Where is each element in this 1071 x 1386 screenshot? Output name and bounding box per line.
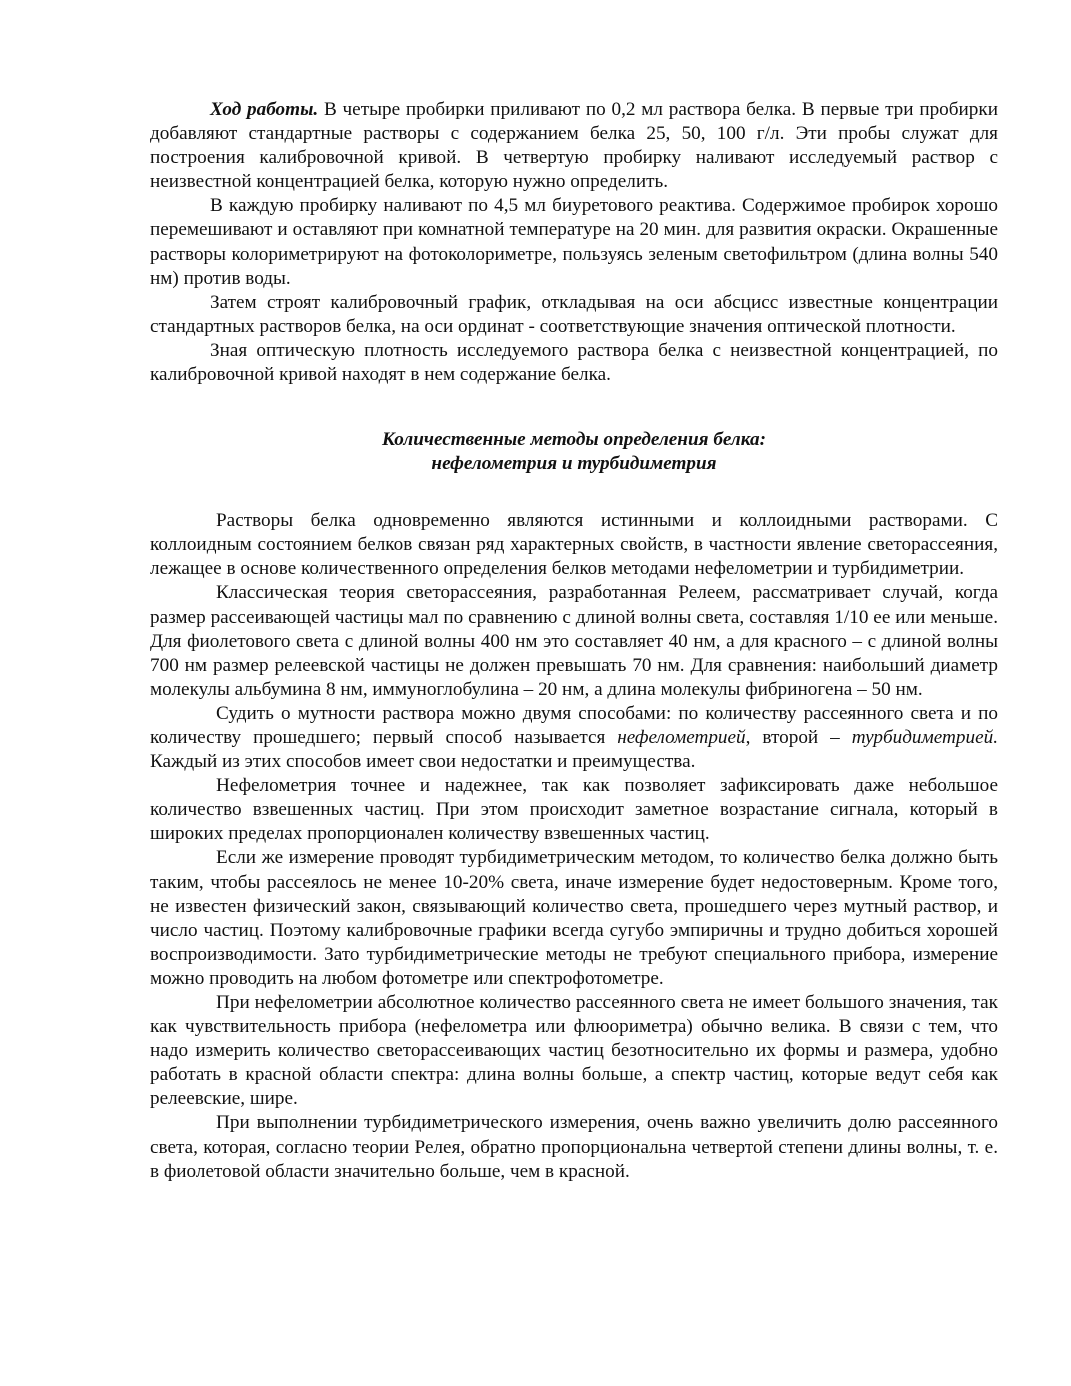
section-heading-line-1: Количественные методы определения белка: — [381, 429, 767, 451]
procedure-text: В четыре пробирки приливают по 0,2 мл раствора белка. В первые три пробирки добавляют стандартные растворы с содержанием белка 25, 50, 100 г/л. Эти пробы служат для построения калибровочной кривой. В четвертую пробирку наливают исследуемый раствор с неизвестной концентрацией белка, которую нужно определить. — [150, 99, 998, 193]
term-turbidimetry: турбидиметрией. — [851, 726, 998, 748]
turbidity-text-a: Судить о мутности раствора можно двумя способами: по количеству рассеянного света и по количеству прошедшего; первый способ называется — [150, 702, 998, 748]
procedure-lead: Ход работы. — [210, 99, 319, 120]
section-heading-line-2: нефелометрия и турбидиметрия — [431, 453, 717, 475]
term-nephelometry: нефелометрией — [617, 726, 746, 748]
paragraph-nephelometry: Нефелометрия точнее и надежнее, так как позволяет зафиксировать даже небольшое количество взвешенных частиц. При этом происходит заметное возрастание сигнала, который в широких пределах пропорционален количеству взвешенных частиц. — [150, 775, 998, 845]
paragraph-result: Зная оптическую плотность исследуемого раствора белка с неизвестной концентрацией, по калибровочной кривой находят в нем содержание белка. — [150, 339, 998, 386]
paragraph-turbidity-methods — [150, 702, 998, 774]
paragraph-colloid: Растворы белка одновременно являются истинными и коллоидными растворами. С коллоидным состоянием белков связан ряд характерных свойств, в частности явление светорассеяния, лежащее в основе количественного определения белков методами нефелометрии и турбидиметрии. — [150, 510, 998, 580]
section-heading — [150, 428, 998, 476]
paragraph-red-spectrum: При нефелометрии абсолютное количество рассеянного света не имеет большого значения, так как чувствительность прибора (нефелометра или флюориметра) обычно велика. В связи с тем, что надо измерить количество светорассеивающих частиц безотносительно их формы и размера, удобно работать в красной области спектра: длина волны больше, а спектр частиц, которые ведут себя как релеевские, шире. — [150, 992, 998, 1110]
section-light-scattering — [150, 509, 998, 1184]
paragraph-violet-spectrum: При выполнении турбидиметрического измерения, очень важно увеличить долю рассеянного света, которая, согласно теории Релея, обратно пропорциональна четвертой степени длины волны, т. е. в фиолетовой области значительно больше, чем в красной. — [150, 1112, 998, 1182]
turbidity-text-e: Каждый из этих способов имеет свои недостатки и преимущества. — [150, 751, 696, 773]
document-page — [150, 98, 998, 1184]
paragraph-turbidimetry: Если же измерение проводят турбидиметрическим методом, то количество белка должно быть таким, чтобы рассеялось не менее 10-20% света, иначе измерение будет недостоверным. Кроме того, не известен физический закон, связывающий количество света, прошедшего через мутный раствор, и число частиц. Поэтому калибровочные графики всегда сугубо эмпиричны и трудно добиться хорошей воспроизводимости. Зато турбидиметрические методы не требуют специального прибора, измерение можно проводить на любом фотометре или спектрофотометре. — [150, 847, 998, 989]
paragraph-calibration: Затем строят калибровочный график, откладывая на оси абсцисс известные концентрации стандартных растворов белка, на оси ординат - соответствующие значения оптической плотности. — [150, 291, 998, 337]
paragraph-biuret: В каждую пробирку наливают по 4,5 мл биуретового реактива. Содержимое пробирок хорошо перемешивают и оставляют при комнатной температуре на 20 мин. для развития окраски. Окрашенные растворы колориметрируют на фотоколориметре, пользуясь зеленым светофильтром (длина волны 540 нм) против воды. — [150, 195, 998, 289]
turbidity-text-c: , второй – — [745, 726, 852, 748]
paragraph-rayleigh-theory: Классическая теория светорассеяния, разработанная Релеем, рассматривает случай, когда размер рассеивающей частицы мал по сравнению с длиной волны света, составляя 1/10 ее или меньше. Для фиолетового света с длиной волны 400 нм это составляет 40 нм, а для красного – с длиной волны 700 нм размер релеевской частицы не должен превышать 70 нм. Для сравнения: наибольший диаметр молекулы альбумина 8 нм, иммуноглобулина – 20 нм, а длина молекулы фибриногена – 50 нм. — [150, 582, 998, 700]
paragraph-procedure — [150, 98, 998, 194]
